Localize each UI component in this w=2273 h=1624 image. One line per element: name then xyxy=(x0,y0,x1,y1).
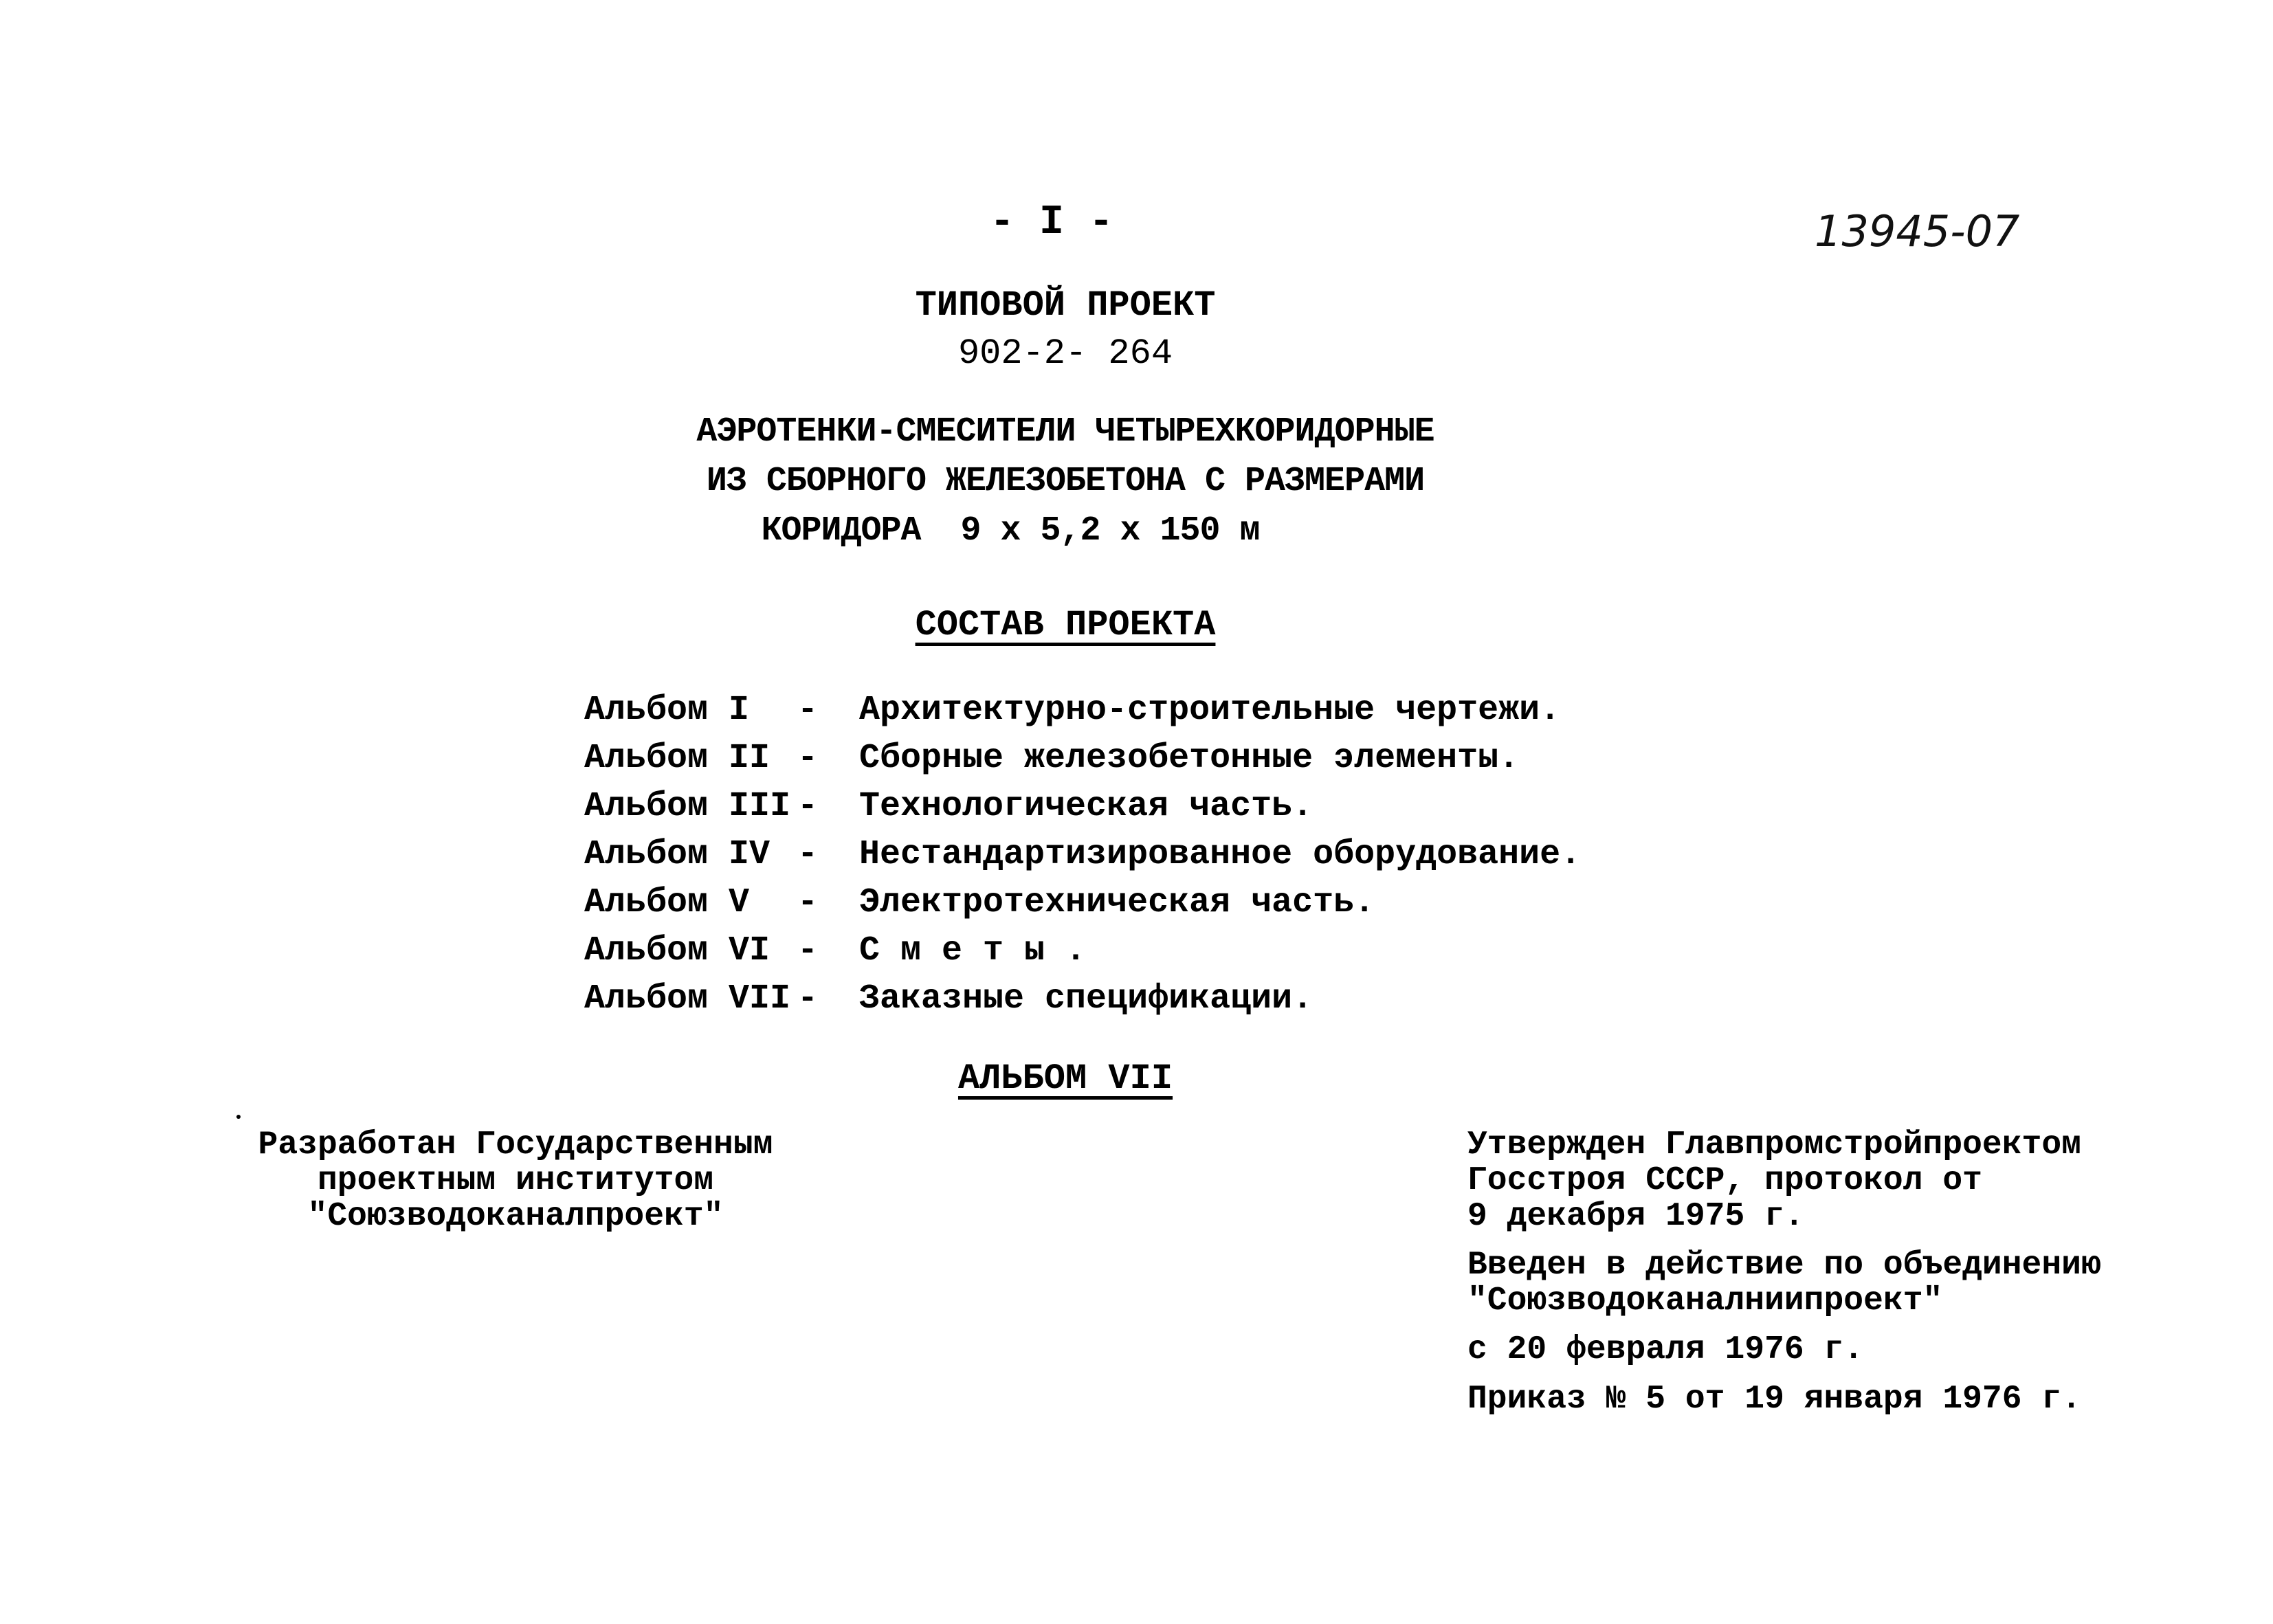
album-label: Альбом III xyxy=(584,787,791,826)
album-dash: - xyxy=(797,691,819,730)
current-album-heading: АЛЬБОМ VII xyxy=(957,1058,1173,1099)
album-label: Альбом IV xyxy=(584,835,770,874)
project-number: 902-2- 264 xyxy=(957,333,1173,374)
speck-mark xyxy=(236,1115,241,1119)
album-dash: - xyxy=(797,739,819,778)
effective-date: с 20 февраля 1976 г. xyxy=(1467,1331,1864,1368)
album-dash: - xyxy=(797,931,819,970)
album-description: Технологическая часть. xyxy=(859,787,1313,826)
developer-line: проектным институтом xyxy=(317,1162,714,1199)
introduced-line: "Союзводоканалниипроект" xyxy=(1467,1282,1943,1320)
album-label: Альбом VI xyxy=(584,931,770,970)
album-label: Альбом I xyxy=(584,691,750,730)
approval-date: 9 декабря 1975 г. xyxy=(1467,1198,1804,1235)
album-description: Электротехническая часть. xyxy=(859,883,1375,922)
approval-line: Госстроя СССР, протокол от xyxy=(1467,1162,1982,1199)
project-title-line-3: КОРИДОРА 9 х 5,2 х 150 м xyxy=(761,511,1260,550)
album-label: Альбом V xyxy=(584,883,750,922)
handwritten-doc-number: 13945-07 xyxy=(1815,206,2020,256)
project-title-line-1: АЭРОТЕНКИ-СМЕСИТЕЛИ ЧЕТЫРЕХКОРИДОРНЫЕ xyxy=(696,412,1434,452)
album-label: Альбом VII xyxy=(584,979,791,1019)
project-title-line-2: ИЗ СБОРНОГО ЖЕЛЕЗОБЕТОНА С РАЗМЕРАМИ xyxy=(706,462,1425,501)
album-description: Заказные спецификации. xyxy=(859,979,1313,1019)
album-dash: - xyxy=(797,835,819,874)
order-line: Приказ № 5 от 19 января 1976 г. xyxy=(1467,1381,2081,1418)
album-label: Альбом II xyxy=(584,739,770,778)
composition-heading: СОСТАВ ПРОЕКТА xyxy=(915,605,1216,645)
album-dash: - xyxy=(797,979,819,1019)
project-type-label: ТИПОВОЙ ПРОЕКТ xyxy=(915,285,1216,326)
introduced-line: Введен в действие по объединению xyxy=(1467,1247,2101,1284)
developer-line: "Союзводоканалпроект" xyxy=(307,1198,724,1235)
album-dash: - xyxy=(797,883,819,922)
page-number: - I - xyxy=(989,199,1114,246)
developer-line: Разработан Государственным xyxy=(258,1126,773,1164)
album-description: С м е т ы . xyxy=(859,931,1087,970)
album-description: Архитектурно-строительные чертежи. xyxy=(859,691,1561,730)
album-dash: - xyxy=(797,787,819,826)
album-description: Нестандартизированное оборудование. xyxy=(859,835,1582,874)
approval-line: Утвержден Главпромстройпроектом xyxy=(1467,1126,2081,1164)
album-description: Сборные железобетонные элементы. xyxy=(859,739,1520,778)
